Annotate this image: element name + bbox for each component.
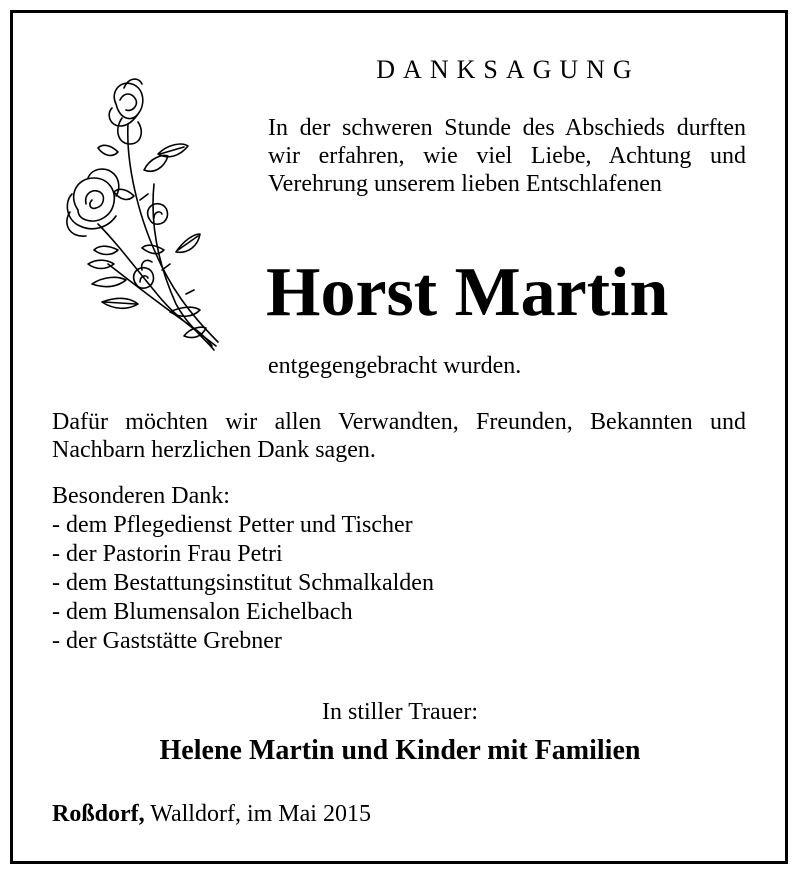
- special-thanks-title: Besonderen Dank:: [52, 483, 230, 509]
- list-item: - dem Bestattungsinstitut Schmalkalden: [52, 570, 434, 596]
- list-item: - dem Pflegedienst Petter und Tischer: [52, 512, 413, 538]
- list-item: - der Gaststätte Grebner: [52, 628, 282, 654]
- deceased-name: Horst Martin: [266, 254, 669, 331]
- intro-text: In der schweren Stunde des Abschieds durften wir erfahren, wie viel Liebe, Achtung und Verehrung unserem lieben Entschlafenen: [268, 115, 746, 197]
- after-name-text: entgegengebracht wurden.: [268, 353, 522, 379]
- place-bold: Roßdorf,: [52, 801, 145, 827]
- family-signature: Helene Martin und Kinder mit Familien: [159, 735, 641, 766]
- mourning-line: In stiller Trauer:: [322, 699, 478, 725]
- list-item: - dem Blumensalon Eichelbach: [52, 599, 353, 625]
- place-date: [52, 800, 371, 828]
- place-rest: Walldorf, im Mai 2015: [144, 801, 371, 827]
- special-thanks-list: [52, 511, 434, 656]
- list-item: - der Pastorin Frau Petri: [52, 541, 283, 567]
- rose-flower-icon: [58, 74, 230, 360]
- notice-heading: DANKSAGUNG: [376, 55, 640, 84]
- thanks-text: Dafür möchten wir allen Verwandten, Freunden, Bekannten und Nachbarn herzlichen Dank sagen.: [52, 409, 746, 463]
